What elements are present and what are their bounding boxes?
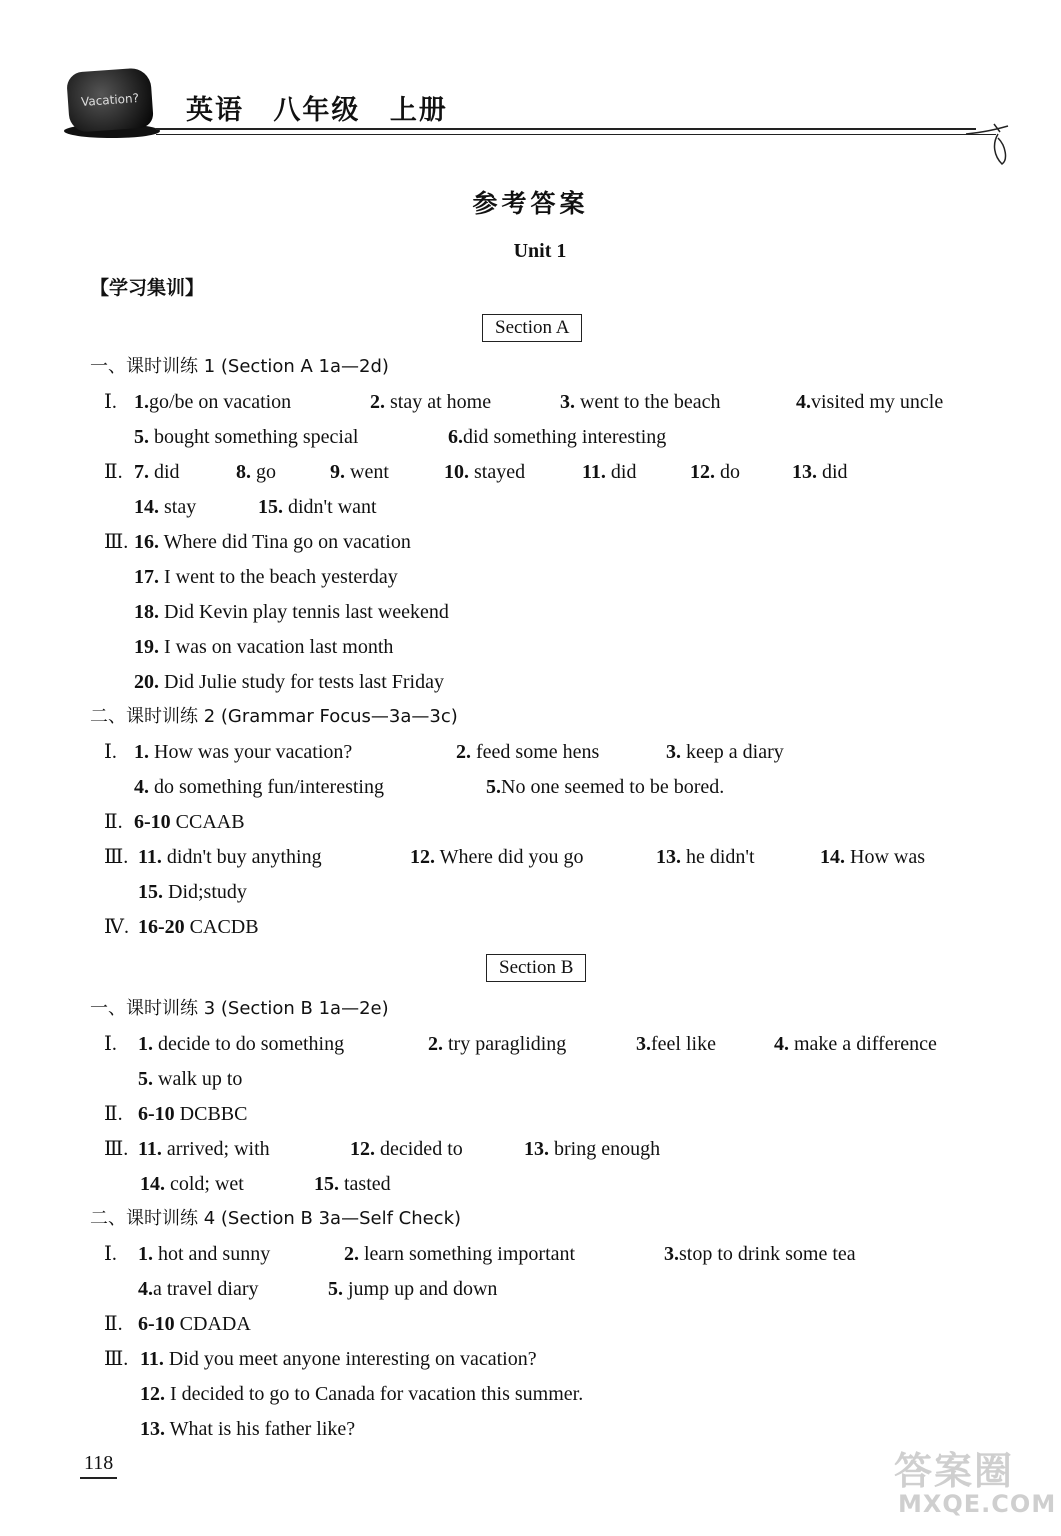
lesson-heading: 二、课时训练 2 (Grammar Focus—3a—3c) xyxy=(90,706,458,727)
answer: 12. do xyxy=(690,461,740,483)
roman-numeral: Ⅲ. xyxy=(104,1348,129,1370)
answer-line xyxy=(134,564,398,590)
answer-line xyxy=(138,879,247,905)
answer: 19. I was on vacation last month xyxy=(134,636,394,658)
lesson-heading: 二、课时训练 4 (Section B 3a—Self Check) xyxy=(90,1208,462,1229)
unit-title: Unit 1 xyxy=(513,240,567,262)
answer: 5. bought something special xyxy=(134,426,359,448)
answer: 11. did xyxy=(582,461,637,483)
answer: 5.No one seemed to be bored. xyxy=(486,776,725,798)
answer: 13. bring enough xyxy=(524,1138,661,1160)
grade: 八年级 xyxy=(273,95,361,126)
study-label: 【学习集训】 xyxy=(90,277,205,299)
section-b-label: Section B xyxy=(486,954,586,982)
roman-numeral: Ⅳ. xyxy=(104,916,129,938)
answer: 12. Where did you go xyxy=(410,846,584,868)
answer: 1. decide to do something xyxy=(138,1033,345,1055)
answer: 1.go/be on vacation xyxy=(134,391,292,413)
answer-line xyxy=(138,1066,242,1092)
answer: 4.a travel diary xyxy=(138,1278,259,1300)
answer: 13. did xyxy=(792,461,848,483)
answer: 3.feel like xyxy=(636,1033,716,1055)
logo-text: Vacation? xyxy=(80,90,140,110)
roman-numeral: Ⅱ. xyxy=(104,461,123,483)
answer: 1. How was your vacation? xyxy=(134,741,353,763)
answer: 14. cold; wet xyxy=(140,1173,244,1195)
subject: 英语 xyxy=(186,95,244,126)
book-title xyxy=(186,88,466,127)
answer: 20. Did Julie study for tests last Friday xyxy=(134,671,444,693)
answer: 5. walk up to xyxy=(138,1068,243,1090)
answer: 4.visited my uncle xyxy=(796,391,944,413)
roman-numeral: Ⅱ. xyxy=(104,1103,123,1125)
answer: 6-10 CDADA xyxy=(138,1313,251,1335)
squiggle-ornament-icon xyxy=(964,120,1014,168)
answer: 13. he didn't xyxy=(656,846,755,868)
answer: 11. arrived; with xyxy=(138,1138,270,1160)
answer-line xyxy=(134,669,444,695)
volume: 上册 xyxy=(389,95,448,126)
answer: 4. make a difference xyxy=(774,1033,937,1055)
lesson-heading: 一、课时训练 3 (Section B 1a—2e) xyxy=(90,998,389,1019)
answer: 14. How was xyxy=(820,846,925,868)
answer: 14. stay xyxy=(134,496,197,518)
answer: 2. stay at home xyxy=(370,391,492,413)
answer: 18. Did Kevin play tennis last weekend xyxy=(134,601,449,623)
roman-numeral: Ⅱ. xyxy=(104,811,123,833)
answer: 7. did xyxy=(134,461,180,483)
answer: 2. learn something important xyxy=(344,1243,576,1265)
answer: 3. went to the beach xyxy=(560,391,721,413)
answer: 1. hot and sunny xyxy=(138,1243,271,1265)
page-header xyxy=(64,62,1014,172)
answer: 8. go xyxy=(236,461,276,483)
roman-numeral: Ⅱ. xyxy=(104,1313,123,1335)
roman-numeral: Ⅲ. xyxy=(104,1138,129,1160)
logo xyxy=(66,67,154,133)
answer: 10. stayed xyxy=(444,461,526,483)
answer: 5. jump up and down xyxy=(328,1278,498,1300)
section-a-label: Section A xyxy=(482,314,582,342)
answer: 11. Did you meet anyone interesting on vacation? xyxy=(140,1348,537,1370)
page-number: 118 xyxy=(80,1452,117,1479)
roman-numeral: Ⅰ. xyxy=(104,741,117,763)
answer: 6.did something interesting xyxy=(448,426,667,448)
answer: 9. went xyxy=(330,461,389,483)
answer: 13. What is his father like? xyxy=(140,1418,356,1440)
answer: 2. feed some hens xyxy=(456,741,600,763)
header-rule xyxy=(156,128,976,130)
header-rule-thin xyxy=(156,134,996,135)
roman-numeral: Ⅲ. xyxy=(104,531,129,553)
answer: 3.stop to drink some tea xyxy=(664,1243,856,1265)
watermark-logo-text: 答案圈 xyxy=(894,1449,1015,1493)
answer-line xyxy=(140,1381,583,1407)
answer: 16-20 CACDB xyxy=(138,916,259,938)
answer: 12. decided to xyxy=(350,1138,463,1160)
answer: 3. keep a diary xyxy=(666,741,784,763)
answer: 6-10 CCAAB xyxy=(134,811,245,833)
watermark-url: MXQE.COM xyxy=(898,1490,1057,1518)
roman-numeral: Ⅰ. xyxy=(104,1243,117,1265)
answer: 4. do something fun/interesting xyxy=(134,776,384,798)
answer-line xyxy=(134,599,449,625)
roman-numeral: Ⅲ. xyxy=(104,846,129,868)
answer: 2. try paragliding xyxy=(428,1033,567,1055)
answer: 15. Did;study xyxy=(138,881,247,903)
answer: 11. didn't buy anything xyxy=(138,846,322,868)
roman-numeral: Ⅰ. xyxy=(104,1033,117,1055)
answer: 16. Where did Tina go on vacation xyxy=(134,531,411,553)
answer-line xyxy=(134,634,393,660)
roman-numeral: Ⅰ. xyxy=(104,391,117,413)
page-title: 参考答案 xyxy=(472,189,589,218)
answer: 15. didn't want xyxy=(258,496,377,518)
watermark xyxy=(888,1440,1057,1530)
answer-line xyxy=(140,1416,355,1442)
answer: 12. I decided to go to Canada for vacation this summer. xyxy=(140,1383,584,1405)
lesson-heading: 一、课时训练 1 (Section A 1a—2d) xyxy=(90,356,389,377)
answer: 6-10 DCBBC xyxy=(138,1103,248,1125)
answer: 17. I went to the beach yesterday xyxy=(134,566,398,588)
answer: 15. tasted xyxy=(314,1173,391,1195)
